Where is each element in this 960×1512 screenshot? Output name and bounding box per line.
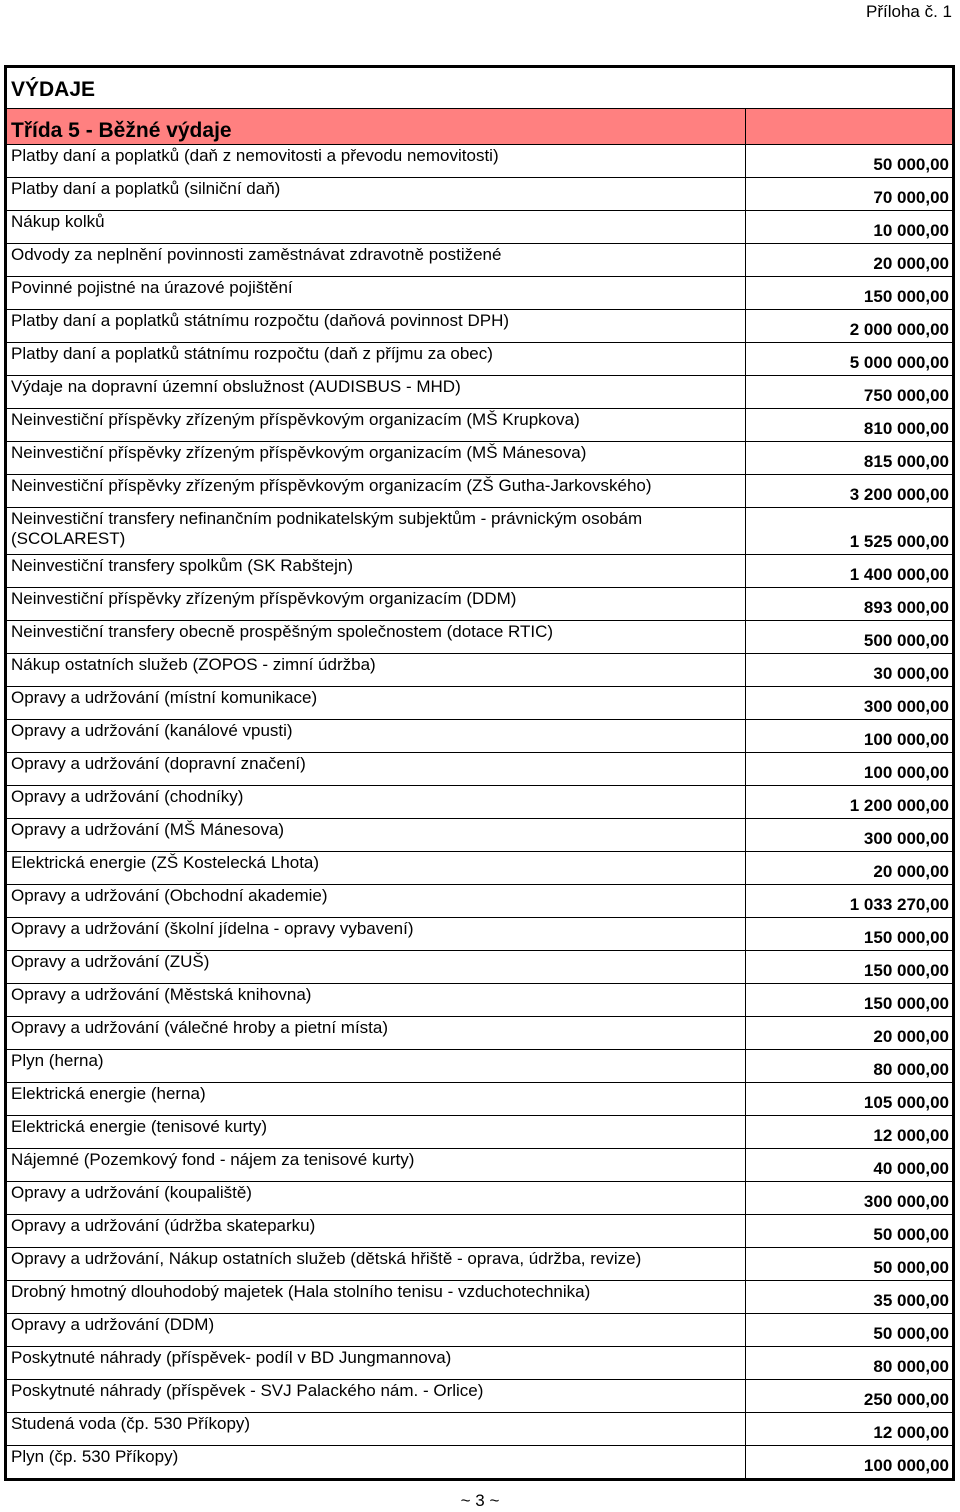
row-amount: 105 000,00 — [863, 1093, 949, 1112]
table-row — [7, 752, 952, 785]
expenses-table — [4, 65, 955, 1481]
row-amount: 893 000,00 — [863, 598, 949, 617]
row-amount: 50 000,00 — [873, 1324, 949, 1343]
row-label: Platby daní a poplatků státnímu rozpočtu (daňová povinnost DPH) — [7, 310, 746, 342]
row-label: Plyn (herna) — [7, 1050, 746, 1082]
row-label: Opravy a udržování (Městská knihovna) — [7, 984, 746, 1016]
row-label: Platby daní a poplatků státnímu rozpočtu (daň z příjmu za obec) — [7, 343, 746, 375]
table-row — [7, 210, 952, 243]
table-row — [7, 1016, 952, 1049]
row-label: Opravy a udržování (kanálové vpusti) — [7, 720, 746, 752]
row-label: Platby daní a poplatků (silniční daň) — [7, 178, 746, 210]
row-label: Neinvestiční transfery spolkům (SK Rabštejn) — [7, 555, 746, 587]
row-amount: 300 000,00 — [863, 697, 949, 716]
row-amount: 20 000,00 — [873, 1027, 949, 1046]
row-label: Nájemné (Pozemkový fond - nájem za tenisové kurty) — [7, 1149, 746, 1181]
row-label: Opravy a udržování (koupaliště) — [7, 1182, 746, 1214]
table-row — [7, 950, 952, 983]
class-header-row — [7, 108, 952, 144]
table-row — [7, 983, 952, 1016]
row-amount: 40 000,00 — [873, 1159, 949, 1178]
table-row — [7, 1049, 952, 1082]
row-amount: 300 000,00 — [863, 829, 949, 848]
row-amount: 150 000,00 — [863, 287, 949, 306]
row-amount: 250 000,00 — [863, 1390, 949, 1409]
row-label: Plyn (čp. 530 Příkopy) — [7, 1446, 746, 1478]
row-amount: 20 000,00 — [873, 862, 949, 881]
table-row — [7, 375, 952, 408]
row-label: Opravy a udržování (Obchodní akademie) — [7, 885, 746, 917]
table-row — [7, 243, 952, 276]
row-label: Opravy a udržování, Nákup ostatních služeb (dětská hřiště - oprava, údržba, revize) — [7, 1248, 746, 1280]
table-row — [7, 474, 952, 507]
table-row — [7, 917, 952, 950]
row-amount: 10 000,00 — [873, 221, 949, 240]
row-label: Poskytnuté náhrady (příspěvek - SVJ Palackého nám. - Orlice) — [7, 1380, 746, 1412]
row-amount: 20 000,00 — [873, 254, 949, 273]
row-label: Opravy a udržování (válečné hroby a pietní místa) — [7, 1017, 746, 1049]
row-amount: 3 200 000,00 — [849, 485, 949, 504]
row-amount: 5 000 000,00 — [849, 353, 949, 372]
table-row — [7, 1445, 952, 1478]
row-label: Opravy a udržování (ZUŠ) — [7, 951, 746, 983]
row-amount: 50 000,00 — [873, 155, 949, 174]
row-amount: 70 000,00 — [873, 188, 949, 207]
row-label: Nákup kolků — [7, 211, 746, 243]
table-body — [7, 144, 952, 1478]
table-row — [7, 441, 952, 474]
row-label: Elektrická energie (ZŠ Kostelecká Lhota) — [7, 852, 746, 884]
row-label: Výdaje na dopravní územní obslužnost (AUDISBUS - MHD) — [7, 376, 746, 408]
row-amount: 12 000,00 — [873, 1423, 949, 1442]
row-amount: 1 400 000,00 — [849, 565, 949, 584]
row-label: Platby daní a poplatků (daň z nemovitosti a převodu nemovitosti) — [7, 145, 746, 177]
table-row — [7, 1313, 952, 1346]
row-label: Odvody za neplnění povinnosti zaměstnávat zdravotně postižené — [7, 244, 746, 276]
row-label: Neinvestiční příspěvky zřízeným příspěvkovým organizacím (DDM) — [7, 588, 746, 620]
table-row — [7, 1181, 952, 1214]
row-label: Elektrická energie (tenisové kurty) — [7, 1116, 746, 1148]
row-amount: 500 000,00 — [863, 631, 949, 650]
row-amount: 150 000,00 — [863, 928, 949, 947]
table-row — [7, 719, 952, 752]
table-row — [7, 1280, 952, 1313]
table-row — [7, 818, 952, 851]
row-label: Neinvestiční transfery nefinančním podnikatelským subjektům - právnickým osobám (SCOLAREST) — [7, 508, 746, 554]
row-amount: 100 000,00 — [863, 730, 949, 749]
table-row — [7, 1115, 952, 1148]
table-row — [7, 309, 952, 342]
row-label: Opravy a udržování (místní komunikace) — [7, 687, 746, 719]
row-amount: 1 525 000,00 — [849, 532, 949, 551]
table-row — [7, 653, 952, 686]
row-label: Opravy a udržování (údržba skateparku) — [7, 1215, 746, 1247]
row-amount: 12 000,00 — [873, 1126, 949, 1145]
row-label: Opravy a udržování (chodníky) — [7, 786, 746, 818]
row-label: Neinvestiční transfery obecně prospěšným společnostem (dotace RTIC) — [7, 621, 746, 653]
table-row — [7, 1346, 952, 1379]
row-amount: 1 033 270,00 — [849, 895, 949, 914]
row-amount: 2 000 000,00 — [849, 320, 949, 339]
row-amount: 80 000,00 — [873, 1060, 949, 1079]
table-row — [7, 276, 952, 309]
table-row — [7, 177, 952, 210]
table-row — [7, 1379, 952, 1412]
table-row — [7, 1412, 952, 1445]
row-amount: 810 000,00 — [863, 419, 949, 438]
annex-label: Příloha č. 1 — [866, 2, 952, 21]
table-row — [7, 686, 952, 719]
table-row — [7, 144, 952, 177]
row-label: Neinvestiční příspěvky zřízeným příspěvkovým organizacím (ZŠ Gutha-Jarkovského) — [7, 475, 746, 507]
table-row — [7, 1082, 952, 1115]
row-label: Povinné pojistné na úrazové pojištění — [7, 277, 746, 309]
table-row — [7, 554, 952, 587]
row-amount: 50 000,00 — [873, 1225, 949, 1244]
row-label: Nákup ostatních služeb (ZOPOS - zimní údržba) — [7, 654, 746, 686]
row-amount: 750 000,00 — [863, 386, 949, 405]
table-row — [7, 620, 952, 653]
page-number: ~ 3 ~ — [460, 1491, 500, 1510]
section-header-row — [7, 68, 952, 108]
class-title: Třída 5 - Běžné výdaje — [7, 109, 746, 144]
row-amount: 150 000,00 — [863, 961, 949, 980]
table-row — [7, 1247, 952, 1280]
table-row — [7, 587, 952, 620]
row-amount: 815 000,00 — [863, 452, 949, 471]
row-amount: 50 000,00 — [873, 1258, 949, 1277]
row-label: Drobný hmotný dlouhodobý majetek (Hala stolního tenisu - vzduchotechnika) — [7, 1281, 746, 1313]
row-amount: 80 000,00 — [873, 1357, 949, 1376]
class-header-amount-cell — [746, 109, 952, 144]
table-row — [7, 851, 952, 884]
row-label: Studená voda (čp. 530 Příkopy) — [7, 1413, 746, 1445]
table-row — [7, 408, 952, 441]
row-amount: 100 000,00 — [863, 1456, 949, 1475]
row-label: Opravy a udržování (DDM) — [7, 1314, 746, 1346]
table-row — [7, 342, 952, 375]
row-amount: 150 000,00 — [863, 994, 949, 1013]
table-row — [7, 1148, 952, 1181]
row-amount: 30 000,00 — [873, 664, 949, 683]
row-label: Neinvestiční příspěvky zřízeným příspěvkovým organizacím (MŠ Krupkova) — [7, 409, 746, 441]
row-label: Poskytnuté náhrady (příspěvek- podíl v BD Jungmannova) — [7, 1347, 746, 1379]
table-row — [7, 507, 952, 554]
row-label: Opravy a udržování (dopravní značení) — [7, 753, 746, 785]
row-amount: 1 200 000,00 — [849, 796, 949, 815]
row-label: Neinvestiční příspěvky zřízeným příspěvkovým organizacím (MŠ Mánesova) — [7, 442, 746, 474]
table-row — [7, 884, 952, 917]
row-amount: 100 000,00 — [863, 763, 949, 782]
row-label: Opravy a udržování (školní jídelna - opravy vybavení) — [7, 918, 746, 950]
row-label: Opravy a udržování (MŠ Mánesova) — [7, 819, 746, 851]
section-title: VÝDAJE — [11, 78, 96, 101]
table-row — [7, 1214, 952, 1247]
table-row — [7, 785, 952, 818]
row-amount: 300 000,00 — [863, 1192, 949, 1211]
row-label: Elektrická energie (herna) — [7, 1083, 746, 1115]
row-amount: 35 000,00 — [873, 1291, 949, 1310]
